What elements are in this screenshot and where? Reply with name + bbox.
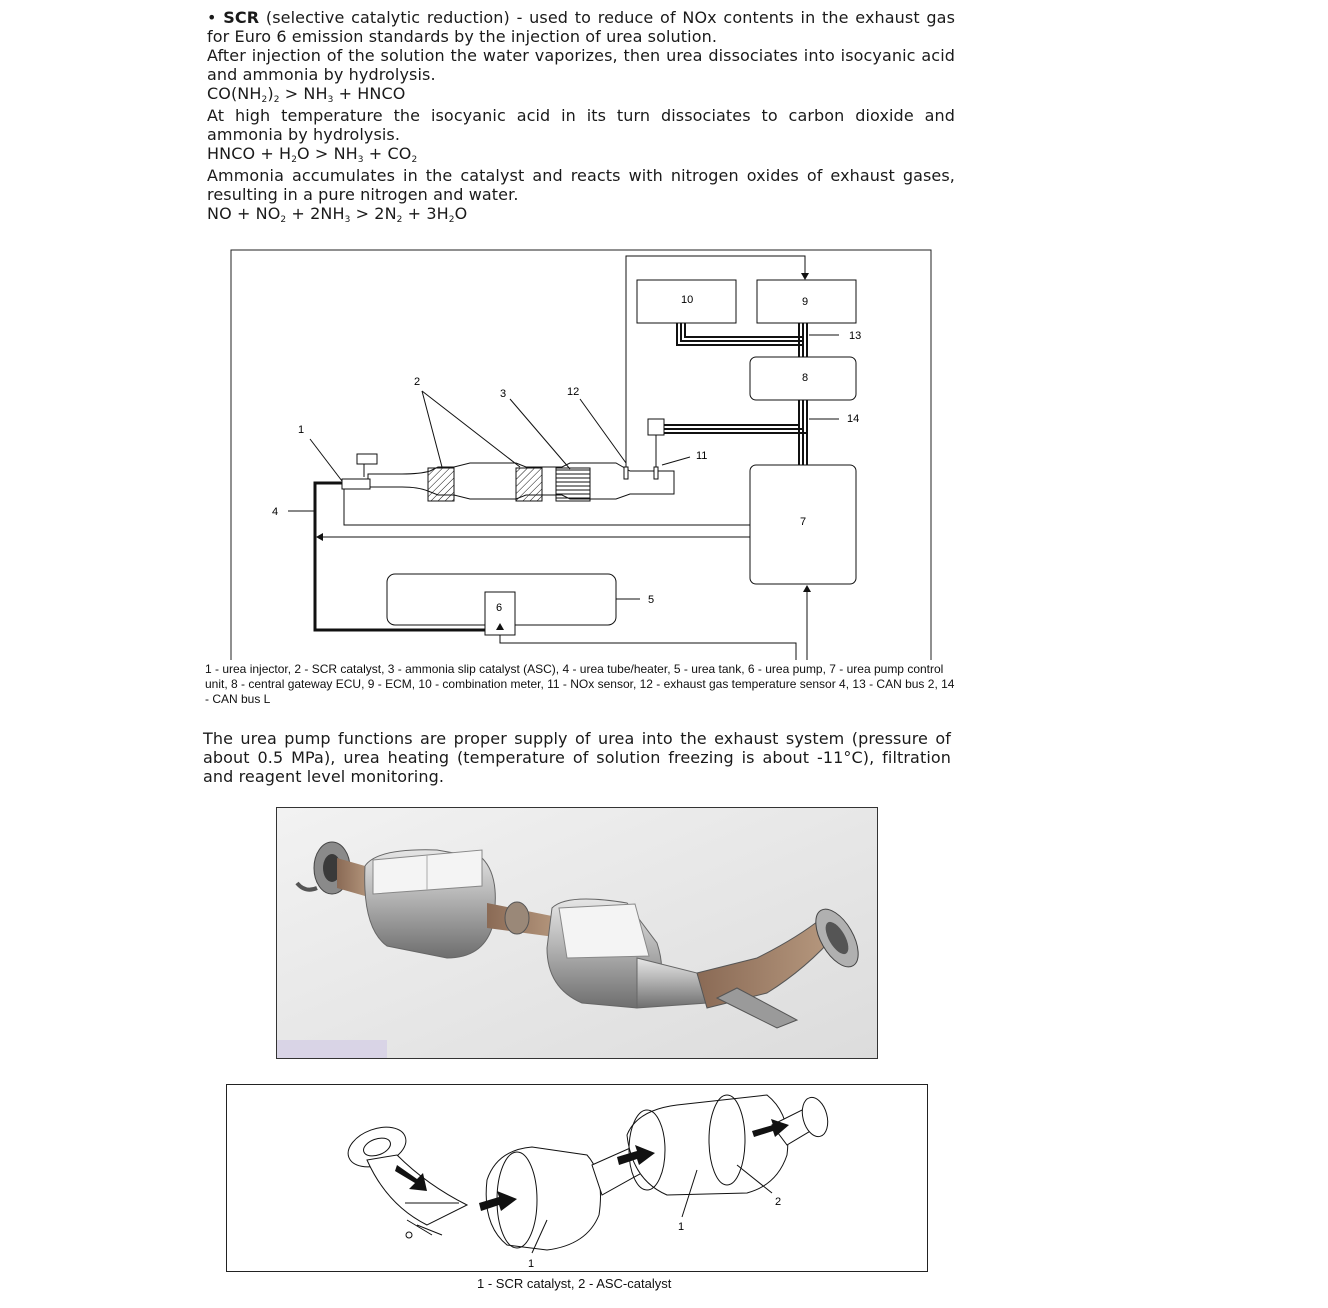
nox-sensor-module	[648, 419, 664, 435]
drawing-label-1a: 1	[528, 1258, 535, 1270]
label-11: 11	[696, 450, 708, 462]
leader-11	[662, 457, 690, 465]
term-scr: SCR	[223, 8, 260, 27]
drawing-asc-body	[627, 1095, 788, 1195]
scr-brick-1	[428, 468, 454, 501]
intro-paragraph-4: Ammonia accumulates in the catalyst and reacts with nitrogen oxides of exhaust gases, resulting in a pure nitrogen and water.	[207, 166, 955, 204]
label-14: 14	[847, 413, 860, 425]
scr-diagram-svg	[230, 249, 932, 660]
photo-svg	[277, 808, 878, 1059]
formula-1: $CO(NH_2)_2 > NH_3$ + HNCO	[207, 84, 406, 105]
drawing-inlet-pipe	[367, 1155, 467, 1225]
label-8: 8	[802, 372, 809, 384]
label-1: 1	[298, 424, 305, 436]
arrow-to-9	[801, 273, 809, 280]
intro-line-1: (selective catalytic reduction) - used to reduce of NOx contents in the exhaust gas for Euro 6 emission standards by the injection of urea solution.	[207, 8, 956, 46]
catalyst-drawing	[226, 1084, 928, 1272]
scr-brick-2	[516, 468, 542, 501]
nox-sensor-bus	[664, 425, 807, 433]
leader-12	[580, 399, 626, 463]
intro-text	[207, 8, 955, 223]
injector-cap	[357, 454, 377, 464]
label-3: 3	[500, 388, 507, 400]
label-2: 2	[414, 376, 421, 388]
label-4: 4	[272, 506, 279, 518]
leader-2a	[422, 391, 442, 467]
exhaust-system-photo	[276, 807, 878, 1059]
temp-sensor	[624, 467, 628, 479]
drawing-label-1b: 1	[678, 1221, 685, 1233]
arrow-to-7	[803, 585, 811, 592]
drawing-caption: 1 - SCR catalyst, 2 - ASC-catalyst	[477, 1276, 672, 1291]
scr-system-diagram	[230, 249, 932, 660]
bullet: •	[207, 8, 217, 27]
leader-3	[510, 399, 570, 469]
nox-sensor-probe	[654, 467, 658, 479]
label-9: 9	[802, 296, 809, 308]
label-7: 7	[800, 516, 807, 528]
intro-paragraph-3: At high temperature the isocyanic acid in its turn dissociates to carbon dioxide and ammonia by hydrolysis.	[207, 106, 955, 144]
asc-brick	[556, 468, 590, 501]
pump-paragraph: The urea pump functions are proper supply of urea into the exhaust system (pressure of about 0.5 MPa), urea heating (temperature of solution freezing is about -11°C), filtration and reagent level monitoring.	[203, 729, 951, 786]
injector-body	[342, 479, 370, 489]
wire-pump-7	[500, 635, 796, 660]
can-bus-from-10	[677, 323, 803, 345]
leader-2b	[422, 391, 520, 467]
label-6: 6	[496, 602, 503, 614]
label-12: 12	[567, 386, 580, 398]
formula-3: NO + $NO_2 + 2NH_3 > 2N_2 + 3H_2O$	[207, 204, 468, 225]
formula-2: HNCO + $H_2O > NH_3 + CO_2$	[207, 144, 418, 165]
diagram-caption: 1 - urea injector, 2 - SCR catalyst, 3 - ammonia slip catalyst (ASC), 4 - urea tube/heater, 5 - urea tank, 6 - urea pump, 7 - urea pump control unit, 8 - central gateway ECU, 9 - ECM, 10 - combination meter, 11 - NOx sensor, 12 - exhaust gas temperature sensor 4, 13 - CAN bus 2, 14 - CAN bus L	[205, 662, 955, 706]
leader-1	[310, 439, 342, 481]
label-13: 13	[849, 330, 862, 342]
intro-paragraph-1	[207, 8, 955, 46]
drawing-svg	[227, 1085, 928, 1272]
label-5: 5	[648, 594, 655, 606]
label-10: 10	[681, 294, 694, 306]
drawing-label-2: 2	[775, 1196, 782, 1208]
arrow-heater	[316, 533, 323, 541]
intro-paragraph-2: After injection of the solution the water vaporizes, then urea dissociates into isocyanic acid and ammonia by hydrolysis.	[207, 46, 955, 84]
